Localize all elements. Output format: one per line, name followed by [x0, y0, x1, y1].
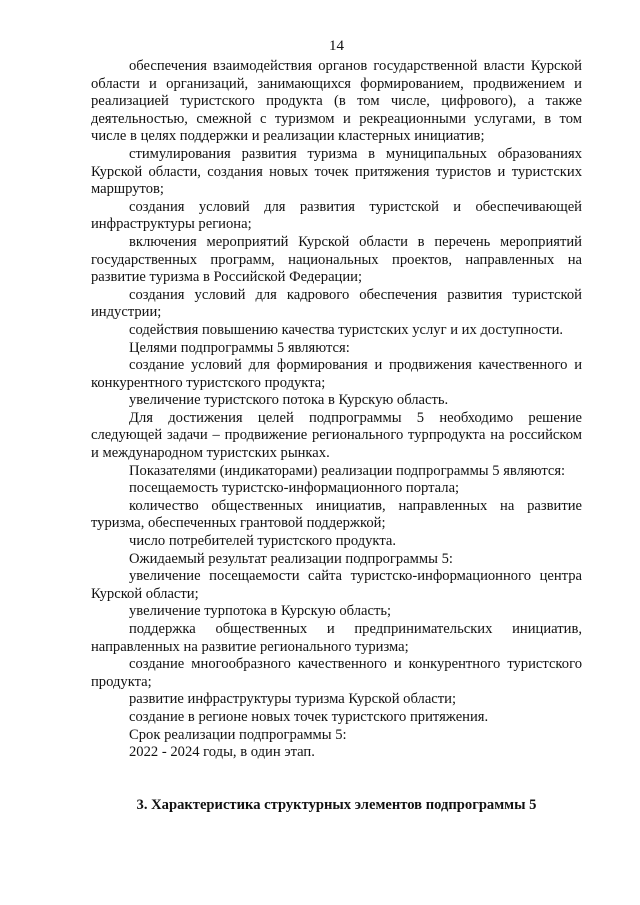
paragraph: увеличение туристского потока в Курскую область.	[129, 392, 449, 409]
paragraph: обеспечения взаимодействия органов государственной власти Курской области и организаций, занимающихся формированием, продвижением и реализацией туристского продукта (в том числе, цифрового), а также деятельностью, смежной с туризмом и рекреационными услугами, в том числе в целях поддержки и реализации кластерных инициатив;	[91, 58, 582, 145]
paragraph: создание в регионе новых точек туристского притяжения.	[129, 708, 489, 725]
paragraph: Целями подпрограммы 5 являются:	[129, 339, 350, 356]
paragraph: число потребителей туристского продукта.	[129, 533, 397, 550]
paragraph: включения мероприятий Курской области в перечень мероприятий государственных программ, национальных проектов, направленных на развитие туризма в Российской Федерации;	[91, 233, 582, 286]
paragraph: Ожидаемый результат реализации подпрограммы 5:	[129, 550, 453, 567]
paragraph: Показателями (индикаторами) реализации подпрограммы 5 являются:	[129, 462, 566, 479]
paragraph: поддержка общественных и предпринимательских инициатив, направленных на развитие регионального туризма;	[91, 621, 582, 655]
paragraph: содействия повышению качества туристских услуг и их доступности.	[129, 321, 564, 338]
paragraph: развитие инфраструктуры туризма Курской области;	[129, 691, 457, 708]
paragraph: создание многообразного качественного и конкурентного туристского продукта;	[91, 656, 582, 690]
paragraph: создания условий для кадрового обеспечения развития туристской индустрии;	[91, 286, 582, 321]
paragraph: создания условий для развития туристской и обеспечивающей инфраструктуры региона;	[91, 198, 582, 233]
paragraph: увеличение турпотока в Курскую область;	[129, 603, 392, 620]
paragraph: Срок реализации подпрограммы 5:	[129, 726, 347, 743]
page-number: 14	[329, 38, 344, 54]
paragraph: количество общественных инициатив, направленных на развитие туризма, обеспеченных грантовой поддержкой;	[91, 497, 582, 532]
body-text	[91, 58, 582, 762]
paragraph: Для достижения целей подпрограммы 5 необходимо решение следующей задачи – продвижение регионального турпродукта на российском и международном туристских рынках.	[91, 409, 582, 462]
section-heading: 3. Характеристика структурных элементов подпрограммы 5	[136, 796, 537, 813]
paragraph: стимулирования развития туризма в муниципальных образованиях Курской области, создания новых точек притяжения туристов и туристских маршрутов;	[91, 145, 582, 198]
paragraph: увеличение посещаемости сайта туристско-информационного центра Курской области;	[91, 568, 582, 602]
paragraph: посещаемость туристско-информационного портала;	[129, 480, 460, 497]
paragraph: 2022 - 2024 годы, в один этап.	[129, 744, 315, 761]
paragraph: создание условий для формирования и продвижения качественного и конкурентного туристского продукта;	[91, 357, 582, 391]
